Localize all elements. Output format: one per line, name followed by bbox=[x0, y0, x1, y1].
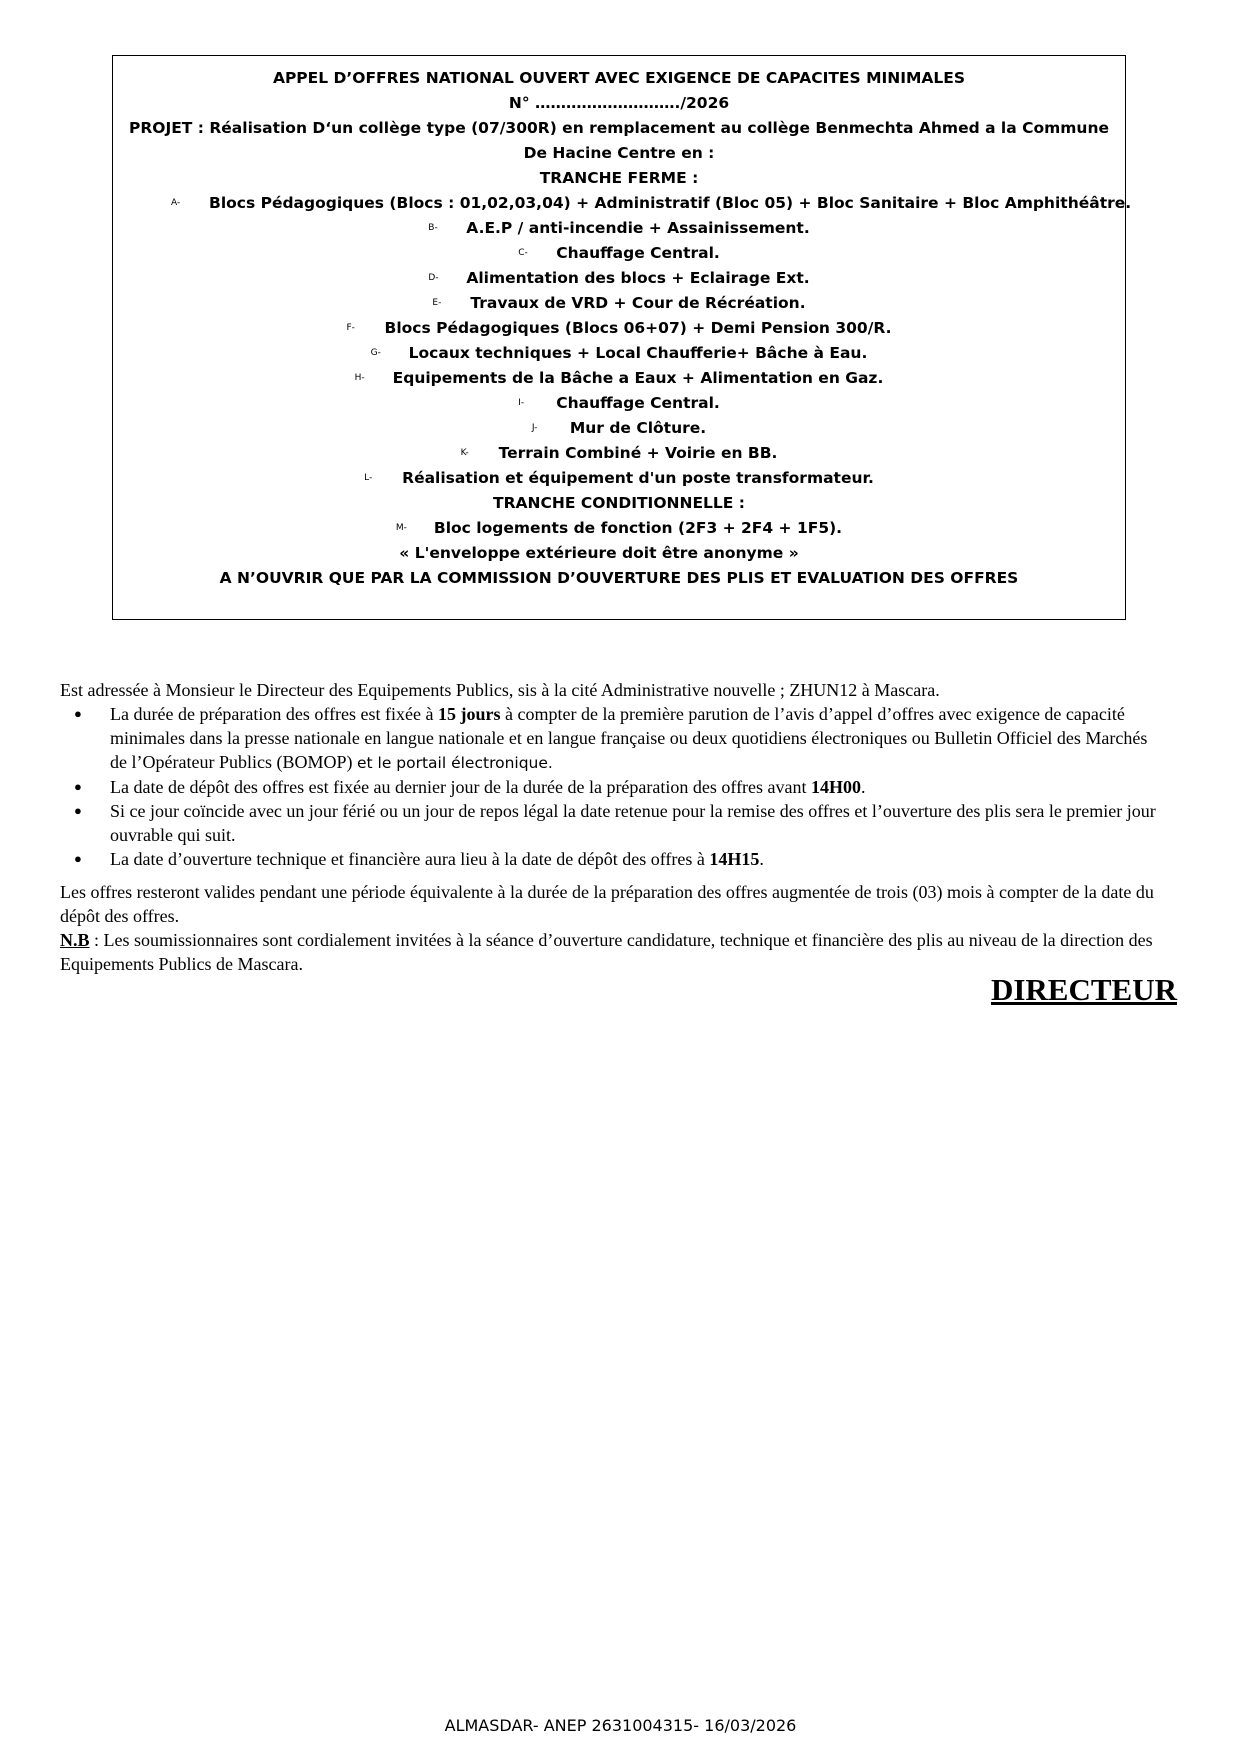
envelope-note: « L'enveloppe extérieure doit être anonyme » bbox=[399, 544, 799, 562]
bullet-text: La date de dépôt des offres est fixée au dernier jour de la durée de la préparation des offres avant bbox=[110, 777, 812, 797]
item-letter: L- bbox=[364, 472, 373, 483]
item-text: Alimentation des blocs + Eclairage Ext. bbox=[466, 269, 810, 287]
bullet-bold: 14H15 bbox=[709, 849, 760, 869]
item-letter: E- bbox=[432, 297, 442, 308]
item-text: Mur de Clôture. bbox=[569, 419, 707, 437]
item-text: Locaux techniques + Local Chaufferie+ Bâche à Eau. bbox=[408, 344, 868, 362]
tranche-item bbox=[113, 443, 1125, 464]
tranche-item bbox=[113, 468, 1125, 489]
item-text: Blocs Pédagogiques (Blocs : 01,02,03,04) + Administratif (Bloc 05) + Bloc Sanitaire + Bloc Amphithéâtre. bbox=[209, 194, 1132, 212]
item-text: Equipements de la Bâche a Eaux + Alimentation en Gaz. bbox=[392, 369, 884, 387]
tranche-item bbox=[113, 318, 1125, 339]
list-item bbox=[60, 847, 1160, 871]
item-text: A.E.P / anti-incendie + Assainissement. bbox=[466, 219, 810, 237]
item-letter: M- bbox=[395, 522, 407, 533]
item-letter: B- bbox=[428, 222, 438, 233]
bullet-text: La durée de préparation des offres est fixée à bbox=[110, 704, 439, 724]
tranche-item bbox=[113, 368, 1125, 389]
item-text: Blocs Pédagogiques (Blocs 06+07) + Demi Pension 300/R. bbox=[384, 319, 892, 337]
list-item bbox=[60, 799, 1160, 847]
item-letter: J- bbox=[531, 422, 538, 433]
nb-text: : Les soumissionnaires sont cordialement invitées à la séance d’ouverture candidature, technique et financière des plis au niveau de la direction des Equipements Publics de Mascara. bbox=[60, 930, 1153, 974]
item-letter: G- bbox=[370, 347, 381, 358]
tranche-item bbox=[113, 343, 1125, 364]
tender-title: APPEL D’OFFRES NATIONAL OUVERT AVEC EXIGENCE DE CAPACITES MINIMALES bbox=[272, 69, 966, 87]
bullet-text: Si ce jour coïncide avec un jour férié ou un jour de repos légal la date retenue pour la remise des offres et l’ouverture des plis sera le premier jour ouvrable qui suit. bbox=[110, 801, 1156, 845]
item-letter: H- bbox=[354, 372, 365, 383]
bullet-icon: ● bbox=[74, 706, 82, 721]
tranche-conditionnelle-heading: TRANCHE CONDITIONNELLE : bbox=[493, 494, 745, 512]
nb-paragraph bbox=[60, 928, 1160, 976]
bullet-bold: 14H00 bbox=[811, 777, 862, 797]
item-text: Travaux de VRD + Cour de Récréation. bbox=[470, 294, 806, 312]
item-text: Terrain Combiné + Voirie en BB. bbox=[498, 444, 778, 462]
list-item bbox=[60, 702, 1160, 775]
bullet-bold: 15 jours bbox=[438, 704, 501, 724]
footer-reference: ALMASDAR- ANEP 2631004315- 16/03/2026 bbox=[444, 1716, 797, 1735]
tranche-ferme-heading: TRANCHE FERME : bbox=[539, 169, 699, 187]
signature-title: DIRECTEUR bbox=[990, 972, 1177, 1007]
tranche-item bbox=[113, 218, 1125, 239]
tranche-item bbox=[113, 268, 1125, 289]
project-line-1: PROJET : Réalisation D‘un collège type (07/300R) en remplacement au collège Benmechta Ahmed a la Commune bbox=[128, 119, 1110, 137]
item-letter: A- bbox=[171, 197, 181, 208]
item-text: Chauffage Central. bbox=[556, 394, 720, 412]
tranche-item bbox=[113, 393, 1125, 414]
item-letter: D- bbox=[428, 272, 439, 283]
conditions-list bbox=[60, 702, 1160, 871]
item-text: Chauffage Central. bbox=[556, 244, 720, 262]
tender-header-box bbox=[112, 55, 1132, 620]
project-line-2: De Hacine Centre en : bbox=[523, 144, 715, 162]
tranche-item bbox=[113, 193, 1132, 214]
item-text: Réalisation et équipement d'un poste transformateur. bbox=[402, 469, 874, 487]
bullet-icon: ● bbox=[74, 851, 82, 866]
conditional-item bbox=[113, 518, 1125, 539]
item-letter: I- bbox=[518, 397, 525, 408]
item-letter: C- bbox=[518, 247, 528, 258]
bullet-text: La date d’ouverture technique et financière aura lieu à la date de dépôt des offres à bbox=[110, 849, 710, 869]
tender-number: N° ………………………./2026 bbox=[508, 94, 730, 112]
tranche-item bbox=[113, 418, 1125, 439]
bullet-icon: ● bbox=[74, 779, 82, 794]
item-letter: K- bbox=[460, 447, 469, 458]
opening-note: A N’OUVRIR QUE PAR LA COMMISSION D’OUVERTURE DES PLIS ET EVALUATION DES OFFRES bbox=[219, 569, 1019, 587]
address-paragraph: Est adressée à Monsieur le Directeur des Equipements Publics, sis à la cité Administrative nouvelle ; ZHUN12 à Mascara. bbox=[60, 680, 940, 700]
bullet-text: à compter de la première parution de l’avis d’appel d’offres avec exigence de capacité minimales dans la presse nationale en langue nationale et en langue française ou deux quotidiens électroniques ou Bulletin Officiel des Marchés de l’Opérateur Publics (BOMOP) bbox=[110, 704, 1148, 772]
validity-paragraph: Les offres resteront valides pendant une période équivalente à la durée de la préparation des offres augmentée de trois (03) mois à compter de la date du dépôt des offres. bbox=[60, 882, 1154, 926]
item-text: Bloc logements de fonction (2F3 + 2F4 + 1F5). bbox=[433, 519, 843, 537]
tranche-item bbox=[113, 243, 1125, 264]
bullet-text: . bbox=[759, 849, 764, 869]
nb-label: N.B bbox=[60, 930, 90, 950]
bullet-text: . bbox=[861, 777, 866, 797]
bullet-icon: ● bbox=[74, 803, 82, 818]
item-letter: F- bbox=[346, 322, 355, 333]
bullet-text: et le portail électronique. bbox=[356, 754, 553, 772]
list-item bbox=[60, 775, 1160, 799]
tranche-item bbox=[113, 293, 1125, 314]
